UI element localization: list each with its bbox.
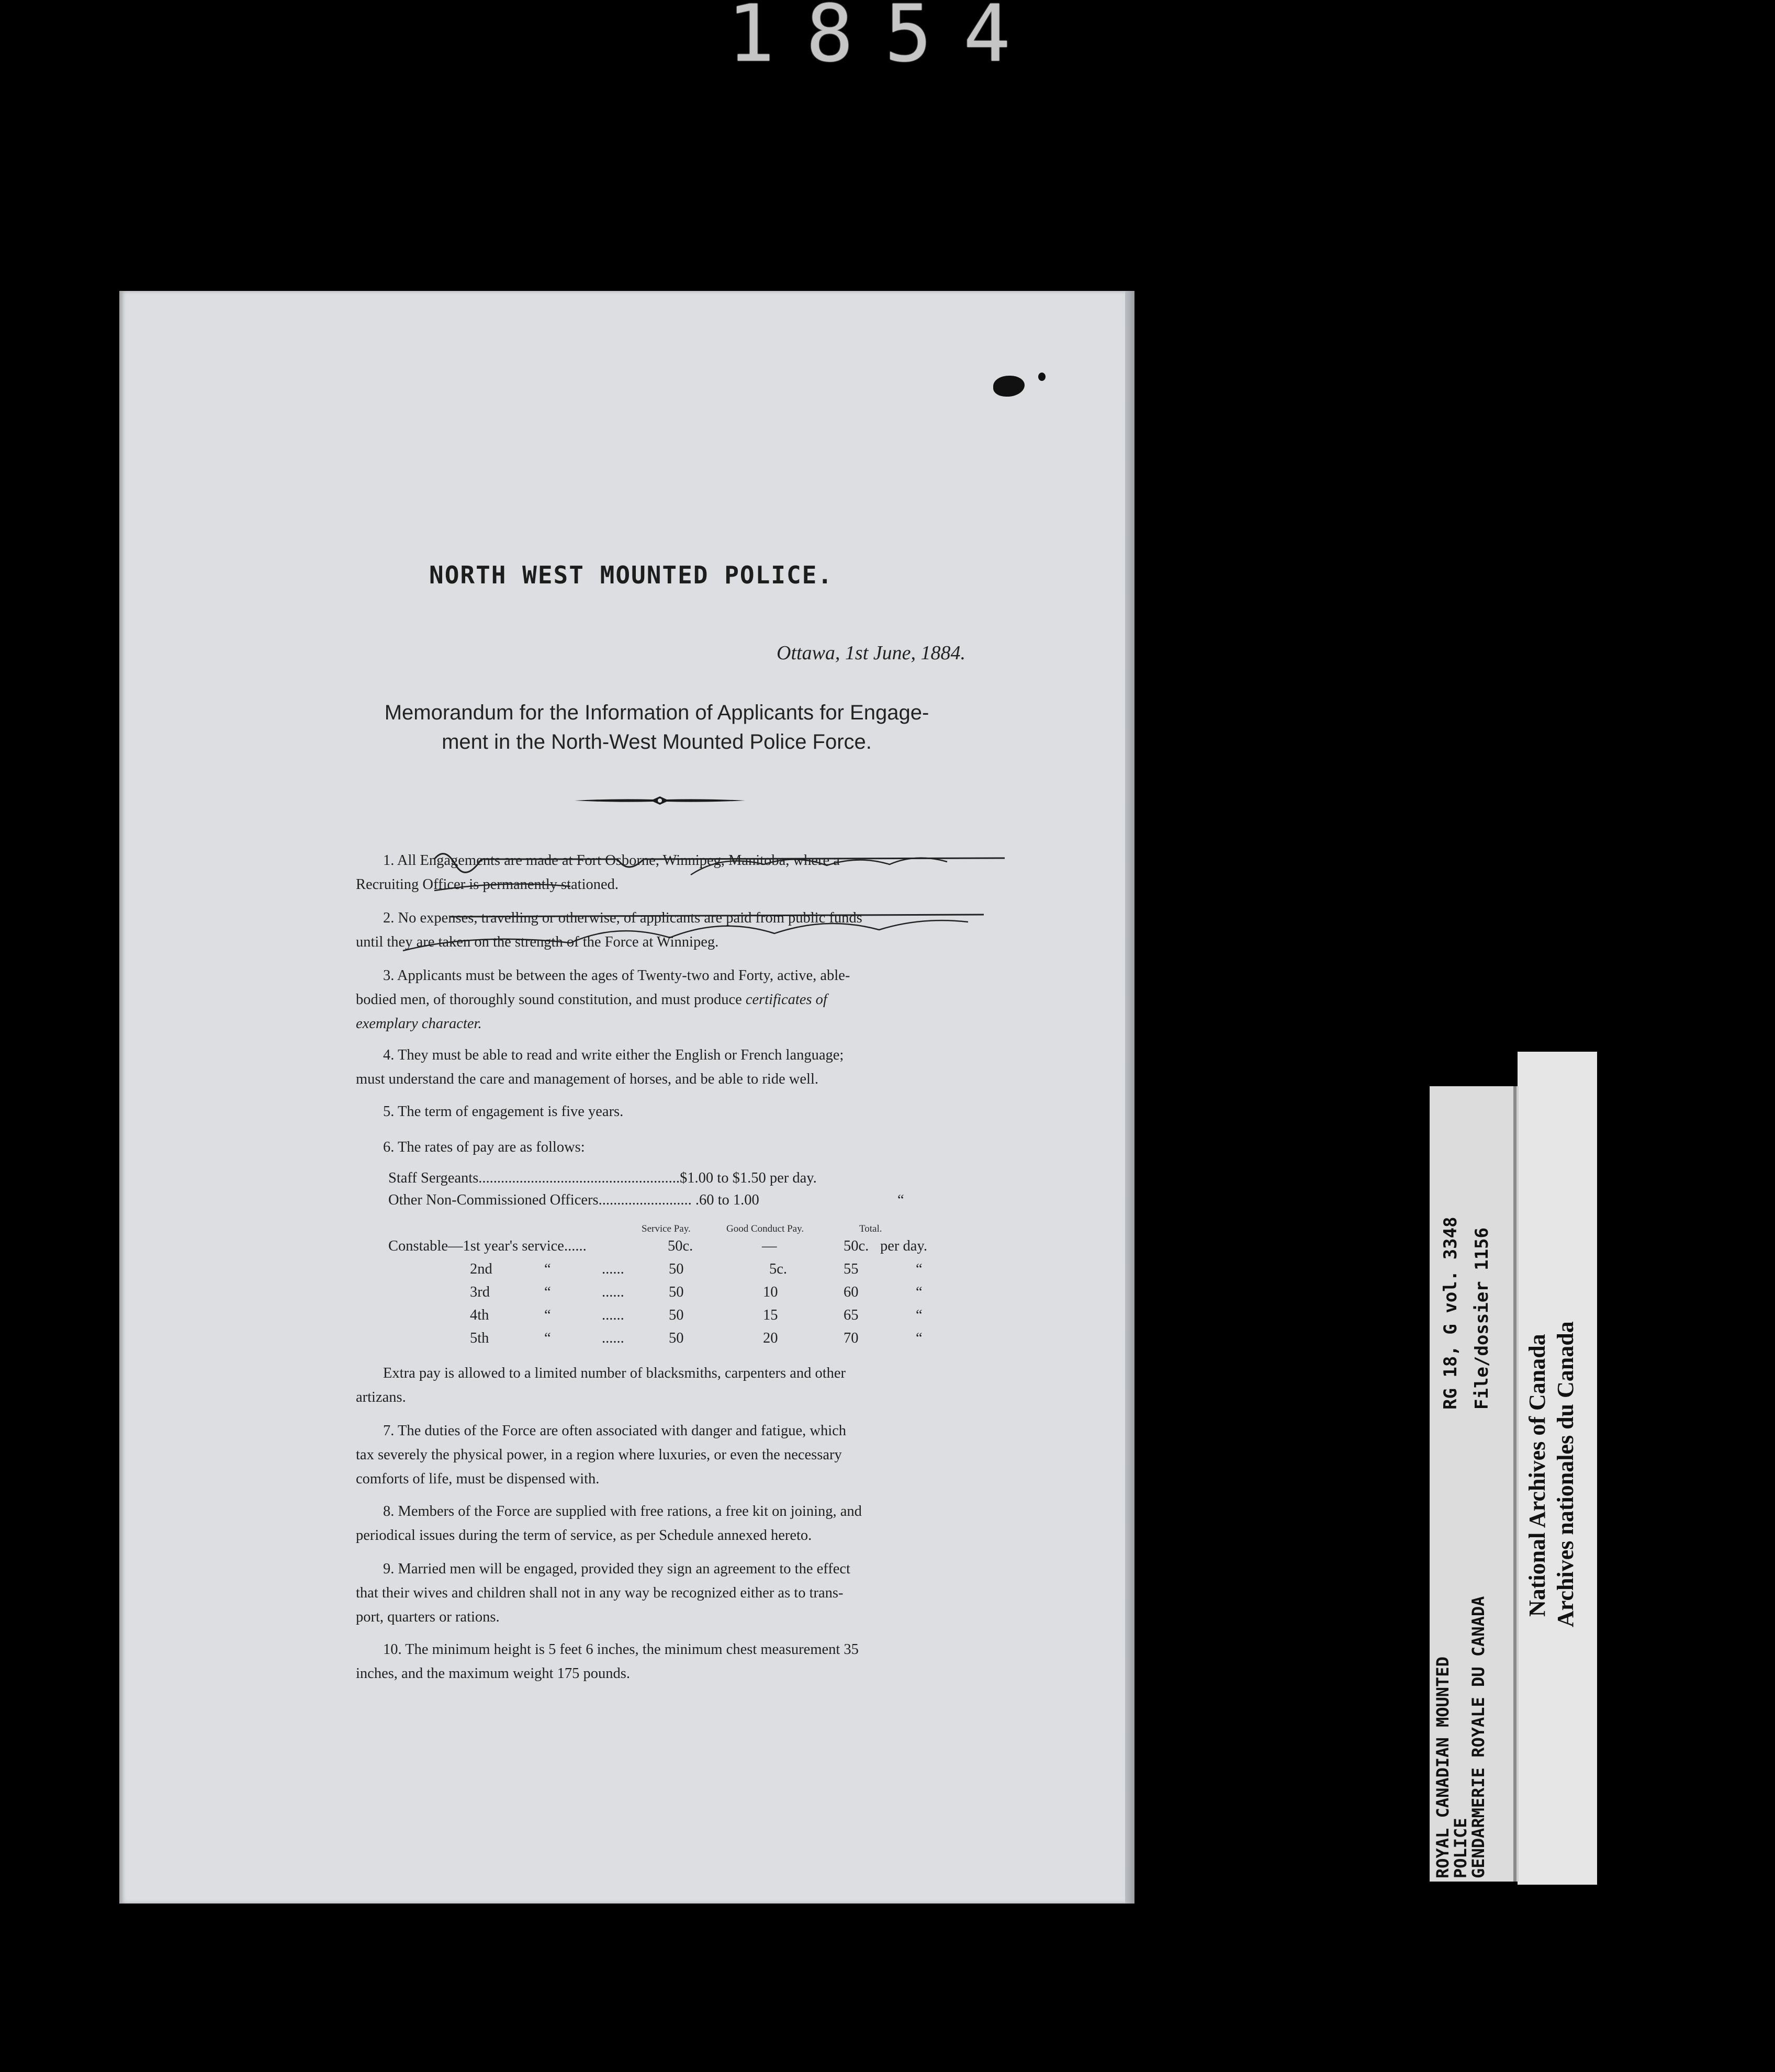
paragraph-10 — [356, 1638, 968, 1686]
constable-row-4-dots: ...... — [602, 1307, 624, 1323]
memo-heading-line-1: Memorandum for the Information of Applicants for Engage- — [384, 701, 929, 724]
pay-row-other-nco-ditto: “ — [897, 1192, 904, 1208]
paragraph-3-italic-1: certificates of — [745, 992, 827, 1008]
paragraph-7-line-1 — [356, 1419, 968, 1443]
constable-row-3-ditto: “ — [544, 1284, 551, 1300]
constable-row-5-good-conduct: 20 — [763, 1330, 778, 1346]
page-edge-shadow — [1125, 291, 1134, 1904]
paragraph-extra-pay-line-1 — [356, 1361, 968, 1386]
paragraph-2-line-1 — [356, 906, 968, 930]
paragraph-extra-pay-text-1: Extra pay is allowed to a limited number of blacksmiths, carpenters and other — [383, 1365, 846, 1381]
memo-heading-line-2: ment in the North-West Mounted Police Force. — [442, 730, 872, 753]
constable-row-5-ditto: “ — [544, 1330, 551, 1346]
paragraph-1-line-2: Recruiting Officer is permanently stationed. — [356, 876, 619, 893]
paragraph-4-line-1 — [356, 1043, 968, 1067]
column-header-service-pay: Service Pay. — [642, 1223, 691, 1234]
constable-row-4-year: 4th — [470, 1307, 489, 1323]
constable-row-5-total: 70 — [844, 1330, 859, 1346]
constable-row-3-unit: “ — [916, 1284, 923, 1300]
label-fonds-line-3: GENDARMERIE ROYALE DU CANADA — [1468, 1596, 1488, 1878]
paragraph-4-text-1: 4. They must be able to read and write either the English or French language; — [383, 1047, 844, 1063]
constable-row-3-year: 3rd — [470, 1284, 490, 1300]
paragraph-7 — [356, 1419, 968, 1491]
ornament-rule — [575, 795, 745, 806]
label-reference: RG 18, G vol. 3348 — [1440, 1217, 1461, 1410]
paragraph-4 — [356, 1043, 968, 1091]
paragraph-9 — [356, 1557, 968, 1629]
paragraph-1 — [356, 849, 968, 897]
constable-row-5-unit: “ — [916, 1330, 923, 1346]
paragraph-9-text-1: 9. Married men will be engaged, provided they sign an agreement to the effect — [383, 1561, 850, 1577]
pay-row-staff-sergeants: Staff Sergeants......................................................$1.00 to $1.50 per day. — [388, 1170, 817, 1186]
paragraph-7-line-2: tax severely the physical power, in a region where luxuries, or even the necessary — [356, 1447, 842, 1463]
column-header-total: Total. — [859, 1223, 882, 1234]
memo-heading — [335, 698, 979, 757]
constable-row-4-unit: “ — [916, 1307, 923, 1323]
ink-blot-dot — [1038, 373, 1046, 381]
constable-row-2-year: 2nd — [470, 1261, 492, 1277]
paragraph-8 — [356, 1500, 968, 1548]
label-institution-en: National Archives of Canada — [1524, 1334, 1550, 1617]
paragraph-9-line-2: that their wives and children shall not in any way be recognized either as to trans- — [356, 1585, 844, 1601]
constable-row-2-service: 50 — [669, 1261, 684, 1277]
paragraph-6 — [356, 1135, 968, 1159]
paragraph-3-text-2: bodied men, of thoroughly sound constitution, and must produce — [356, 992, 742, 1008]
constable-row-2-total: 55 — [844, 1261, 859, 1277]
label-file: File/dossier 1156 — [1471, 1228, 1492, 1410]
paragraph-2 — [356, 906, 968, 954]
paragraph-2-text-1: 2. No expenses, travelling or otherwise, of applicants are paid from public funds — [383, 910, 862, 926]
paragraph-7-text-1: 7. The duties of the Force are often associated with danger and fatigue, which — [383, 1423, 847, 1439]
constable-row-3-total: 60 — [844, 1284, 859, 1300]
paragraph-3-italic-2: exemplary character. — [356, 1016, 482, 1032]
column-header-good-conduct-pay: Good Conduct Pay. — [726, 1223, 804, 1234]
paragraph-4-line-2: must understand the care and management of horses, and be able to ride well. — [356, 1071, 818, 1087]
constable-row-4-ditto: “ — [544, 1307, 551, 1323]
constable-row-2-good-conduct: 5c. — [769, 1261, 788, 1277]
constable-row-1-total: 50c. — [844, 1238, 869, 1254]
paragraph-5 — [356, 1100, 968, 1124]
label-fonds-line-1: ROYAL CANADIAN MOUNTED — [1433, 1657, 1453, 1878]
paragraph-5-text: 5. The term of engagement is five years. — [383, 1103, 624, 1120]
paragraph-8-line-2: periodical issues during the term of service, as per Schedule annexed hereto. — [356, 1527, 812, 1544]
label-institution-fr: Archives nationales du Canada — [1553, 1321, 1578, 1627]
paragraph-8-text-1: 8. Members of the Force are supplied with free rations, a free kit on joining, and — [383, 1503, 862, 1519]
paragraph-6-text: 6. The rates of pay are as follows: — [383, 1139, 585, 1155]
paragraph-3-line-3 — [356, 1012, 968, 1036]
paragraph-7-line-3: comforts of life, must be dispensed with. — [356, 1471, 600, 1487]
paragraph-10-text-1: 10. The minimum height is 5 feet 6 inches, the minimum chest measurement 35 — [383, 1641, 859, 1658]
paragraph-3-line-2 — [356, 988, 968, 1012]
constable-row-5-dots: ...... — [602, 1330, 624, 1346]
constable-row-1-good-conduct: — — [762, 1238, 777, 1254]
label-fonds-line-2: POLICE — [1451, 1818, 1470, 1878]
paragraph-3 — [356, 964, 968, 1036]
paragraph-9-line-1 — [356, 1557, 968, 1581]
document-title: NORTH WEST MOUNTED POLICE. — [429, 561, 834, 589]
constable-row-1-service: 50c. — [668, 1238, 693, 1254]
paragraph-2-line-2: until they are taken on the strength of the Force at Winnipeg. — [356, 934, 719, 950]
constable-row-2-ditto: “ — [544, 1261, 551, 1277]
paragraph-1-text-1: 1. All Engagements are made at Fort Osborne, Winnipeg, Manitoba, where a — [383, 852, 840, 869]
constable-row-3-good-conduct: 10 — [763, 1284, 778, 1300]
constable-row-5-year: 5th — [470, 1330, 489, 1346]
paragraph-10-line-2: inches, and the maximum weight 175 pounds. — [356, 1665, 631, 1682]
frame-number: 1854 — [727, 0, 1042, 80]
pay-row-other-nco: Other Non-Commissioned Officers......................... .60 to 1.00 — [388, 1192, 759, 1208]
paragraph-1-line-1 — [356, 849, 968, 873]
paragraph-3-line-1 — [356, 964, 968, 988]
paragraph-9-line-3: port, quarters or rations. — [356, 1609, 500, 1625]
paragraph-10-line-1 — [356, 1638, 968, 1662]
constable-row-4-good-conduct: 15 — [763, 1307, 778, 1323]
constable-row-2-unit: “ — [916, 1261, 923, 1277]
constable-row-4-service: 50 — [669, 1307, 684, 1323]
constable-row-4-total: 65 — [844, 1307, 859, 1323]
document-dateline: Ottawa, 1st June, 1884. — [777, 642, 965, 664]
constable-row-3-service: 50 — [669, 1284, 684, 1300]
paragraph-extra-pay-line-2: artizans. — [356, 1389, 406, 1405]
paragraph-extra-pay — [356, 1361, 968, 1410]
paragraph-8-line-1 — [356, 1500, 968, 1524]
constable-row-3-dots: ...... — [602, 1284, 624, 1300]
constable-row-2-dots: ...... — [602, 1261, 624, 1277]
constable-label: Constable—1st year's service...... — [388, 1238, 587, 1254]
paragraph-3-text-1: 3. Applicants must be between the ages of Twenty-two and Forty, active, able- — [383, 967, 850, 984]
constable-row-5-service: 50 — [669, 1330, 684, 1346]
constable-row-1-unit: per day. — [880, 1238, 927, 1254]
